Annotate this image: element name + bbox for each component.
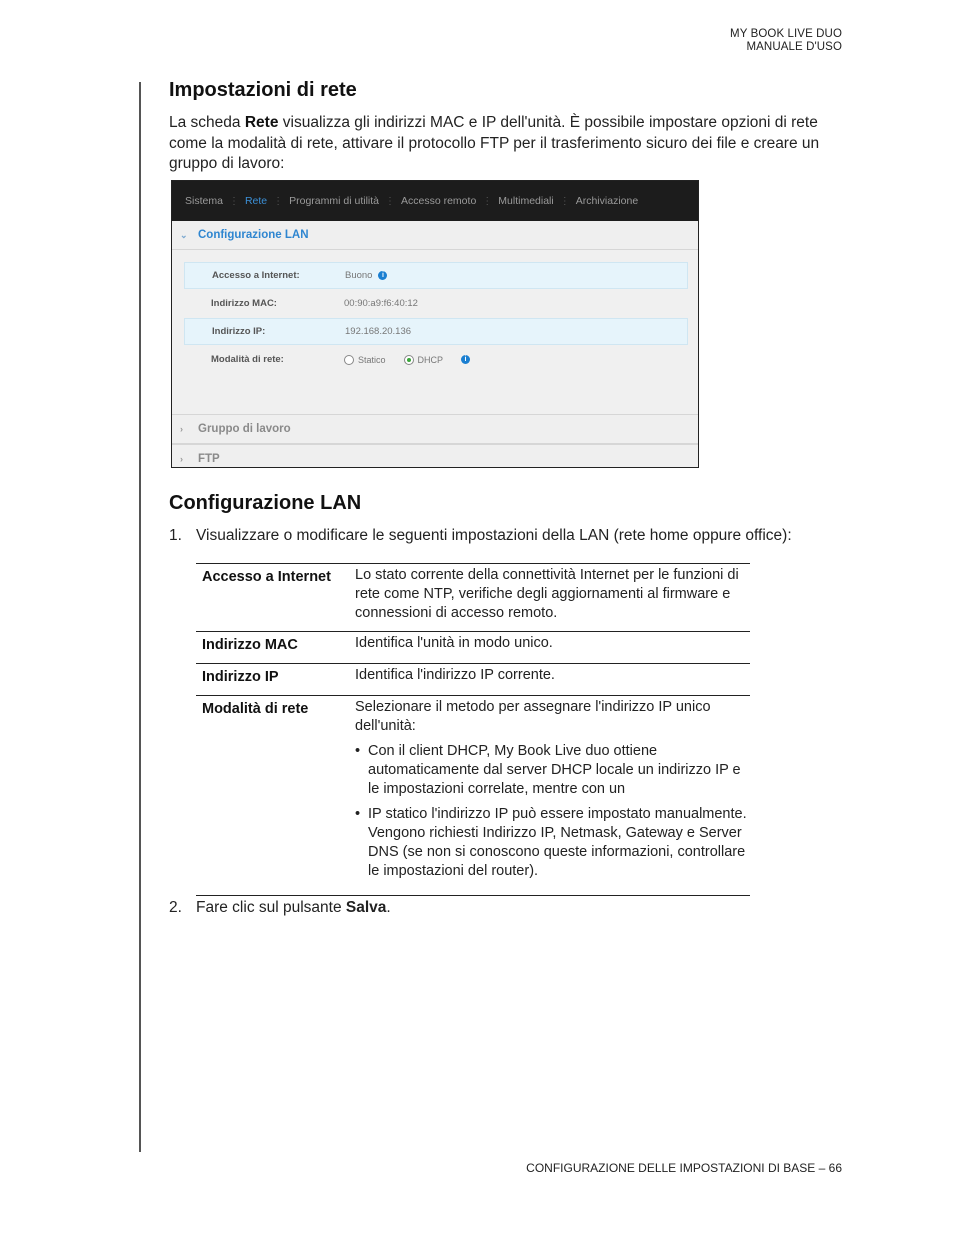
header-manual: MANUALE D'USO	[746, 41, 842, 53]
radio-static[interactable]	[344, 355, 386, 365]
section-ftp-label: FTP	[198, 453, 220, 465]
intro-text: La scheda	[169, 114, 245, 131]
tab-accesso-remoto[interactable]: Accesso remoto	[401, 195, 477, 207]
tab-programmi[interactable]: Programmi di utilità	[289, 195, 379, 207]
field-label: Modalità di rete:	[211, 354, 284, 365]
step-text: Visualizzare o modificare le seguenti impostazioni della LAN (rete home oppure office):	[196, 527, 792, 544]
step-bold: Salva	[345, 899, 387, 916]
running-header	[730, 28, 842, 54]
radio-unchecked-icon	[344, 355, 354, 365]
bullet-item: • IP statico l'indirizzo IP può essere impostato manualmente. Vengono richiesti Indirizzo IP, Netmask, Gateway e Server DNS (se non si conoscono queste informazioni, controllare le impostazioni del router).	[355, 805, 750, 881]
tab-rete[interactable]: Rete	[244, 195, 268, 207]
section-lan-header[interactable]	[172, 221, 698, 250]
step-1	[169, 527, 792, 545]
step-number: 2.	[169, 899, 182, 916]
tab-separator: ⋮	[228, 195, 239, 207]
desc-cell	[355, 696, 750, 896]
field-label: Indirizzo IP:	[212, 326, 266, 337]
chevron-right-icon: ›	[180, 424, 183, 434]
term-cell: Indirizzo MAC	[196, 632, 355, 664]
field-network-mode	[184, 346, 688, 373]
term-cell: Accesso a Internet	[196, 564, 355, 632]
field-label: Accesso a Internet:	[212, 270, 300, 281]
step-2	[169, 899, 391, 917]
tab-multimediali[interactable]: Multimediali	[498, 195, 554, 207]
lan-fields	[172, 250, 698, 414]
tab-separator: ⋮	[482, 195, 493, 207]
step-text: Fare clic sul pulsante	[196, 899, 346, 916]
section-workgroup-label: Gruppo di lavoro	[198, 423, 291, 435]
tab-separator: ⋮	[273, 195, 284, 207]
network-settings-screenshot	[171, 180, 699, 468]
tab-archiviazione[interactable]: Archiviazione	[575, 195, 639, 207]
table-row	[196, 664, 750, 696]
term-cell: Modalità di rete	[196, 696, 355, 896]
info-icon[interactable]: i	[378, 271, 387, 280]
tab-separator: ⋮	[559, 195, 570, 207]
field-value: 00:90:a9:f6:40:12	[344, 298, 418, 309]
radio-checked-icon	[404, 355, 414, 365]
desc-cell: Identifica l'indirizzo IP corrente.	[355, 664, 750, 696]
bullet-list	[355, 742, 750, 881]
chevron-right-icon: ›	[180, 454, 183, 464]
page-footer: CONFIGURAZIONE DELLE IMPOSTAZIONI DI BASE – 66	[526, 1161, 842, 1175]
bullet-item: • Con il client DHCP, My Book Live duo ottiene automaticamente dal server DHCP locale un indirizzo IP e le impostazioni correlate, mentre con un	[355, 742, 750, 799]
table-row	[196, 564, 750, 632]
nav-tabs	[172, 181, 698, 221]
section-workgroup-header[interactable]	[172, 414, 698, 444]
desc-cell: Lo stato corrente della connettività Internet per le funzioni di rete come NTP, verifiche degli aggiornamenti al firmware e connessioni di accesso remoto.	[355, 564, 750, 632]
radio-dhcp[interactable]	[404, 355, 444, 365]
field-label: Indirizzo MAC:	[211, 298, 277, 309]
desc-text: Selezionare il metodo per assegnare l'indirizzo IP unico dell'unità:	[355, 699, 711, 734]
step-text-end: .	[386, 899, 391, 916]
settings-table	[196, 563, 750, 896]
section-lan-label: Configurazione LAN	[198, 229, 309, 241]
field-internet-access	[184, 262, 688, 289]
intro-bold: Rete	[244, 114, 279, 131]
chevron-down-icon: ⌄	[180, 229, 188, 240]
intro-paragraph	[169, 113, 839, 175]
desc-cell: Identifica l'unità in modo unico.	[355, 632, 750, 664]
tab-separator: ⋮	[385, 195, 395, 207]
table-row	[196, 632, 750, 664]
tab-sistema[interactable]: Sistema	[185, 195, 223, 207]
term-cell: Indirizzo IP	[196, 664, 355, 696]
margin-bar	[139, 82, 141, 1152]
field-value: 192.168.20.136	[345, 326, 412, 337]
table-row	[196, 696, 750, 896]
field-mac-address	[184, 290, 688, 317]
section-title-lan: Configurazione LAN	[169, 492, 362, 514]
radio-label: Statico	[358, 354, 386, 365]
section-title-network: Impostazioni di rete	[169, 79, 357, 101]
radio-label: DHCP	[417, 354, 444, 365]
field-ip-address	[184, 318, 688, 345]
info-icon[interactable]: i	[461, 355, 470, 364]
header-product: MY BOOK LIVE DUO	[730, 28, 842, 40]
step-number: 1.	[169, 527, 182, 544]
section-ftp-header[interactable]	[172, 444, 698, 468]
intro-text-rest: visualizza gli indirizzi MAC e IP dell'unità. È possibile impostare opzioni di rete come la modalità di rete, attivare il protocollo FTP per il trasferimento sicuro dei file e creare un gruppo di lavoro:	[169, 114, 820, 172]
field-value: Buono	[345, 270, 373, 281]
